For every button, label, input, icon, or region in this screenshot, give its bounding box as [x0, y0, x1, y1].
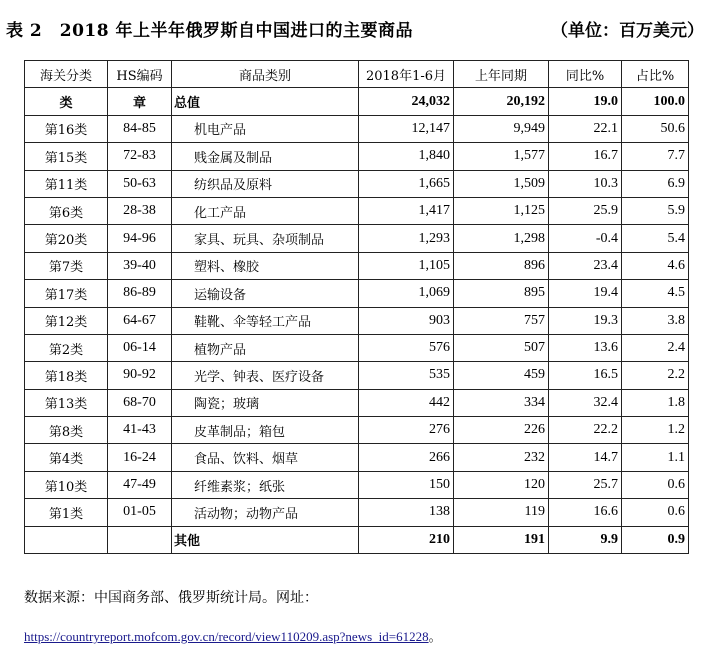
yoy-cell: 16.6 [549, 499, 622, 526]
name-cell: 机电产品 [172, 115, 359, 142]
table-row [25, 280, 689, 307]
imports-table [24, 60, 689, 554]
source-note: 数据来源：中国商务部、俄罗斯统计局。网址： [24, 590, 318, 606]
name-cell: 光学、钟表、医疗设备 [172, 362, 359, 389]
prev-cell: 896 [454, 252, 549, 279]
hs-cell [108, 526, 172, 553]
prev-cell: 232 [454, 444, 549, 471]
header-cell: 商品类别 [172, 61, 359, 88]
name-cell: 化工产品 [172, 197, 359, 224]
table-row [25, 499, 689, 526]
h1-cell: 1,665 [359, 170, 454, 197]
unit-label: （单位：百万美元） [551, 21, 704, 41]
other-row [25, 526, 689, 553]
name-cell: 家具、玩具、杂项制品 [172, 225, 359, 252]
prev-cell: 1,125 [454, 197, 549, 224]
table-row [25, 417, 689, 444]
table-row [25, 307, 689, 334]
prev-cell: 119 [454, 499, 549, 526]
yoy-cell: 25.7 [549, 471, 622, 498]
hs-cell: 47-49 [108, 471, 172, 498]
name-cell: 运输设备 [172, 280, 359, 307]
category-cell: 第18类 [25, 362, 108, 389]
h1-cell: 276 [359, 417, 454, 444]
hs-cell: 84-85 [108, 115, 172, 142]
hs-cell: 39-40 [108, 252, 172, 279]
hs-cell: 94-96 [108, 225, 172, 252]
table-row [25, 143, 689, 170]
category-cell: 第2类 [25, 334, 108, 361]
category-cell: 第11类 [25, 170, 108, 197]
name-cell: 贱金属及制品 [172, 143, 359, 170]
category-cell: 第1类 [25, 499, 108, 526]
name-cell: 纤维素浆；纸张 [172, 471, 359, 498]
h1-cell: 442 [359, 389, 454, 416]
h1-cell: 24,032 [359, 88, 454, 115]
yoy-cell: 22.2 [549, 417, 622, 444]
share-cell: 0.6 [622, 499, 689, 526]
table-row [25, 115, 689, 142]
yoy-cell: 13.6 [549, 334, 622, 361]
table-caption [6, 14, 712, 44]
yoy-cell: 16.5 [549, 362, 622, 389]
hs-cell: 16-24 [108, 444, 172, 471]
h1-cell: 266 [359, 444, 454, 471]
share-cell: 100.0 [622, 88, 689, 115]
hs-cell: 86-89 [108, 280, 172, 307]
hs-cell: 64-67 [108, 307, 172, 334]
prev-cell: 120 [454, 471, 549, 498]
table-row [25, 170, 689, 197]
share-cell: 6.9 [622, 170, 689, 197]
prev-cell: 334 [454, 389, 549, 416]
table-row [25, 389, 689, 416]
h1-cell: 903 [359, 307, 454, 334]
prev-cell: 757 [454, 307, 549, 334]
category-cell: 第6类 [25, 197, 108, 224]
h1-cell: 138 [359, 499, 454, 526]
name-cell: 植物产品 [172, 334, 359, 361]
prev-cell: 459 [454, 362, 549, 389]
hs-cell: 06-14 [108, 334, 172, 361]
name-cell: 总值 [172, 88, 359, 115]
category-cell: 第17类 [25, 280, 108, 307]
yoy-cell: -0.4 [549, 225, 622, 252]
prev-cell: 1,509 [454, 170, 549, 197]
h1-cell: 1,293 [359, 225, 454, 252]
category-cell [25, 526, 108, 553]
h1-cell: 535 [359, 362, 454, 389]
h1-cell: 1,069 [359, 280, 454, 307]
table-row [25, 334, 689, 361]
header-cell: 同比% [549, 61, 622, 88]
hs-cell: 68-70 [108, 389, 172, 416]
share-cell: 5.9 [622, 197, 689, 224]
prev-cell: 9,949 [454, 115, 549, 142]
prev-cell: 20,192 [454, 88, 549, 115]
name-cell: 陶瓷；玻璃 [172, 389, 359, 416]
table-row [25, 225, 689, 252]
h1-cell: 1,417 [359, 197, 454, 224]
share-cell: 1.1 [622, 444, 689, 471]
table-title: 表 2 2018 年上半年俄罗斯自中国进口的主要商品 [6, 21, 413, 41]
h1-cell: 12,147 [359, 115, 454, 142]
h1-cell: 576 [359, 334, 454, 361]
yoy-cell: 19.0 [549, 88, 622, 115]
share-cell: 4.5 [622, 280, 689, 307]
h1-cell: 1,840 [359, 143, 454, 170]
prev-cell: 191 [454, 526, 549, 553]
yoy-cell: 23.4 [549, 252, 622, 279]
category-cell: 类 [25, 88, 108, 115]
category-cell: 第13类 [25, 389, 108, 416]
header-cell: HS编码 [108, 61, 172, 88]
category-cell: 第20类 [25, 225, 108, 252]
category-cell: 第12类 [25, 307, 108, 334]
hs-cell: 01-05 [108, 499, 172, 526]
prev-cell: 895 [454, 280, 549, 307]
yoy-cell: 25.9 [549, 197, 622, 224]
category-cell: 第4类 [25, 444, 108, 471]
prev-cell: 507 [454, 334, 549, 361]
yoy-cell: 32.4 [549, 389, 622, 416]
table-row [25, 471, 689, 498]
table-row [25, 252, 689, 279]
name-cell: 塑料、橡胶 [172, 252, 359, 279]
table-row [25, 197, 689, 224]
share-cell: 3.8 [622, 307, 689, 334]
share-cell: 2.4 [622, 334, 689, 361]
share-cell: 1.2 [622, 417, 689, 444]
yoy-cell: 22.1 [549, 115, 622, 142]
h1-cell: 150 [359, 471, 454, 498]
name-cell: 其他 [172, 526, 359, 553]
prev-cell: 1,298 [454, 225, 549, 252]
share-cell: 50.6 [622, 115, 689, 142]
yoy-cell: 10.3 [549, 170, 622, 197]
category-cell: 第7类 [25, 252, 108, 279]
source-link[interactable]: https://countryreport.mofcom.gov.cn/record/view110209.asp?news_id=61228 [24, 629, 429, 644]
header-cell: 占比% [622, 61, 689, 88]
header-row [25, 61, 689, 88]
hs-cell: 28-38 [108, 197, 172, 224]
prev-cell: 226 [454, 417, 549, 444]
url-tail: 。 [428, 630, 442, 645]
hs-cell: 章 [108, 88, 172, 115]
name-cell: 活动物；动物产品 [172, 499, 359, 526]
name-cell: 鞋靴、伞等轻工产品 [172, 307, 359, 334]
h1-cell: 1,105 [359, 252, 454, 279]
header-cell: 2018年1-6月 [359, 61, 454, 88]
share-cell: 0.9 [622, 526, 689, 553]
share-cell: 7.7 [622, 143, 689, 170]
name-cell: 皮革制品；箱包 [172, 417, 359, 444]
category-cell: 第15类 [25, 143, 108, 170]
name-cell: 纺织品及原料 [172, 170, 359, 197]
hs-cell: 90-92 [108, 362, 172, 389]
yoy-cell: 14.7 [549, 444, 622, 471]
total-row [25, 88, 689, 115]
yoy-cell: 9.9 [549, 526, 622, 553]
table-row [25, 444, 689, 471]
category-cell: 第8类 [25, 417, 108, 444]
hs-cell: 72-83 [108, 143, 172, 170]
share-cell: 4.6 [622, 252, 689, 279]
share-cell: 5.4 [622, 225, 689, 252]
share-cell: 0.6 [622, 471, 689, 498]
hs-cell: 41-43 [108, 417, 172, 444]
h1-cell: 210 [359, 526, 454, 553]
source-url-line [24, 626, 442, 645]
header-cell: 海关分类 [25, 61, 108, 88]
prev-cell: 1,577 [454, 143, 549, 170]
yoy-cell: 16.7 [549, 143, 622, 170]
hs-cell: 50-63 [108, 170, 172, 197]
name-cell: 食品、饮料、烟草 [172, 444, 359, 471]
category-cell: 第10类 [25, 471, 108, 498]
share-cell: 1.8 [622, 389, 689, 416]
category-cell: 第16类 [25, 115, 108, 142]
yoy-cell: 19.3 [549, 307, 622, 334]
header-cell: 上年同期 [454, 61, 549, 88]
yoy-cell: 19.4 [549, 280, 622, 307]
table-row [25, 362, 689, 389]
share-cell: 2.2 [622, 362, 689, 389]
